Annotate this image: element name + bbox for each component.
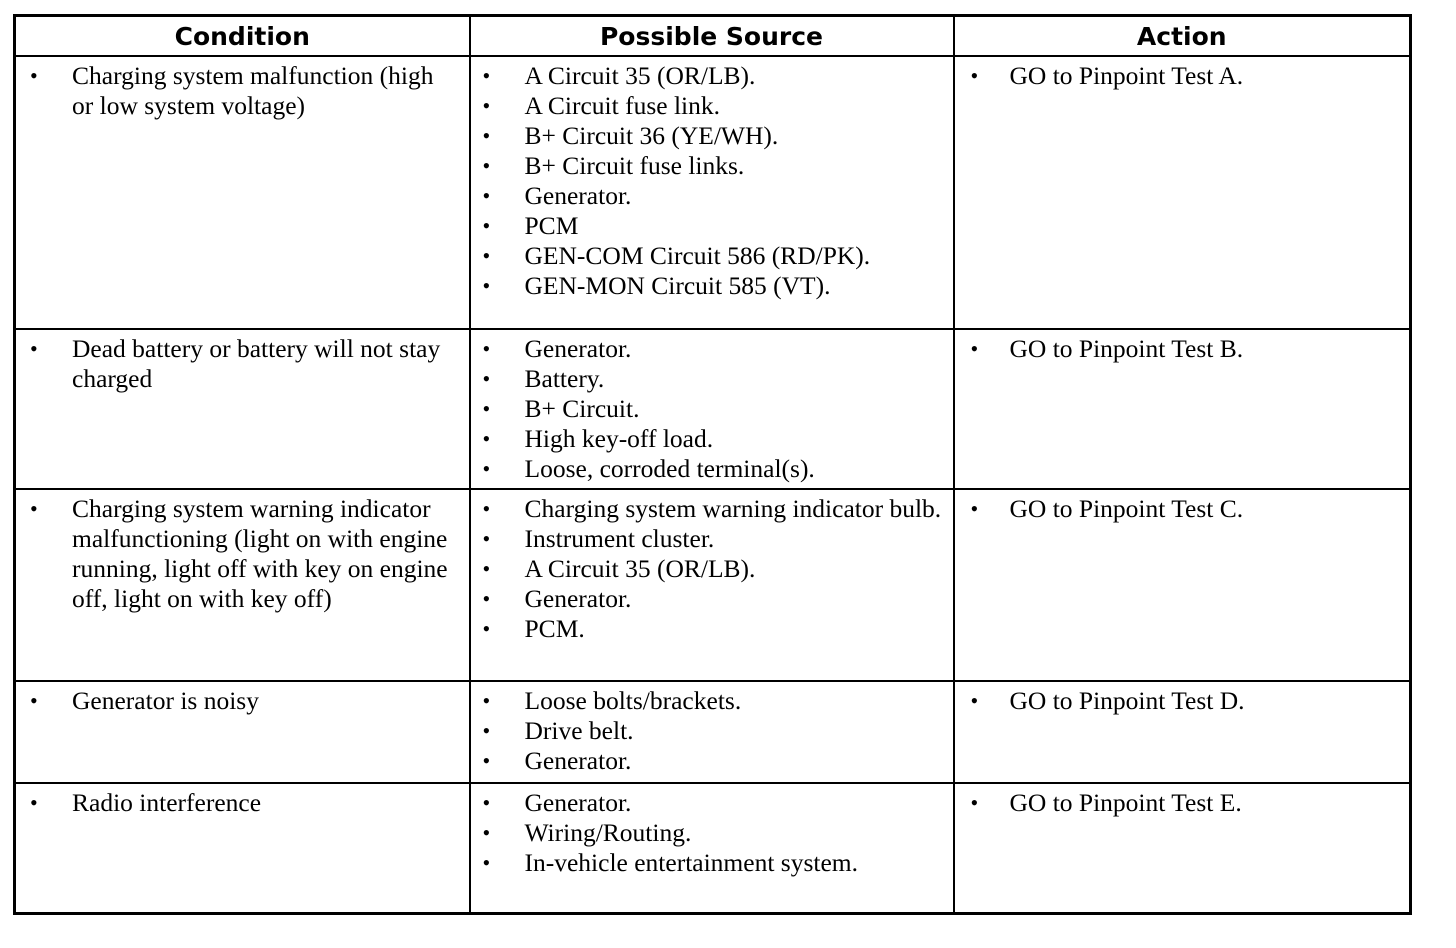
source-item — [471, 241, 953, 271]
source-cell — [470, 329, 954, 489]
source-text: Loose, corroded terminal(s). — [524, 454, 815, 483]
source-text: GEN-COM Circuit 586 (RD/PK). — [524, 241, 871, 270]
action-text: GO to Pinpoint Test C. — [1009, 494, 1244, 523]
table-row — [15, 783, 1411, 914]
action-item — [955, 788, 1410, 818]
bullet-icon: • — [482, 243, 491, 268]
source-text: Generator. — [524, 181, 632, 210]
source-text: Loose bolts/brackets. — [524, 686, 742, 715]
action-item — [955, 61, 1410, 91]
source-text: B+ Circuit fuse links. — [524, 151, 745, 180]
source-item — [471, 848, 953, 878]
action-cell — [954, 329, 1411, 489]
action-text: GO to Pinpoint Test B. — [1009, 334, 1244, 363]
source-text: Generator. — [524, 788, 632, 817]
source-item — [471, 788, 953, 818]
bullet-icon: • — [482, 213, 491, 238]
bullet-icon: • — [970, 63, 979, 88]
table-row — [15, 681, 1411, 783]
source-text: PCM. — [524, 614, 585, 643]
bullet-icon: • — [482, 426, 491, 451]
source-item — [471, 494, 953, 524]
bullet-icon: • — [482, 336, 491, 361]
header-possible-source: Possible Source — [470, 16, 954, 57]
source-item — [471, 61, 953, 91]
bullet-icon: • — [482, 183, 491, 208]
action-cell — [954, 681, 1411, 783]
bullet-icon: • — [970, 496, 979, 521]
bullet-icon: • — [482, 366, 491, 391]
source-text: Wiring/Routing. — [524, 818, 692, 847]
bullet-icon: • — [30, 496, 38, 521]
source-cell — [470, 489, 954, 681]
source-text: B+ Circuit 36 (YE/WH). — [524, 121, 779, 150]
table-row — [15, 489, 1411, 681]
bullet-icon: • — [970, 790, 979, 815]
table-row — [15, 56, 1411, 329]
source-text: Battery. — [524, 364, 605, 393]
bullet-icon: • — [482, 456, 491, 481]
source-text: High key-off load. — [524, 424, 714, 453]
condition-cell — [15, 681, 470, 783]
source-item — [471, 716, 953, 746]
source-item — [471, 211, 953, 241]
condition-item — [16, 334, 469, 394]
source-text: Generator. — [524, 584, 632, 613]
condition-text: Generator is noisy — [72, 686, 259, 715]
source-cell — [470, 56, 954, 329]
bullet-icon: • — [482, 748, 491, 773]
condition-item — [16, 788, 469, 818]
condition-item — [16, 61, 469, 121]
source-item — [471, 454, 953, 484]
source-text: GEN-MON Circuit 585 (VT). — [524, 271, 831, 300]
bullet-icon: • — [482, 616, 491, 641]
bullet-icon: • — [482, 63, 491, 88]
condition-text: Dead battery or battery will not stay charged — [72, 334, 441, 393]
source-text: In-vehicle entertainment system. — [524, 848, 859, 877]
source-text: Instrument cluster. — [524, 524, 715, 553]
header-action: Action — [954, 16, 1411, 57]
action-item — [955, 686, 1410, 716]
bullet-icon: • — [482, 556, 491, 581]
bullet-icon: • — [482, 273, 491, 298]
condition-text: Charging system malfunction (high or low system voltage) — [72, 61, 434, 120]
bullet-icon: • — [482, 123, 491, 148]
action-text: GO to Pinpoint Test E. — [1009, 788, 1242, 817]
condition-cell — [15, 489, 470, 681]
action-cell — [954, 56, 1411, 329]
source-text: Drive belt. — [524, 716, 634, 745]
condition-item — [16, 686, 469, 716]
header-condition: Condition — [15, 16, 470, 57]
table-row — [15, 329, 1411, 489]
source-text: Charging system warning indicator bulb. — [524, 494, 942, 523]
source-text: B+ Circuit. — [524, 394, 640, 423]
bullet-icon: • — [970, 336, 979, 361]
bullet-icon: • — [482, 790, 491, 815]
diagnostic-table — [13, 14, 1412, 915]
source-item — [471, 151, 953, 181]
source-item — [471, 271, 953, 301]
action-item — [955, 494, 1410, 524]
bullet-icon: • — [482, 688, 491, 713]
source-item — [471, 818, 953, 848]
source-item — [471, 554, 953, 584]
header-row — [15, 16, 1411, 57]
source-text: A Circuit 35 (OR/LB). — [524, 554, 756, 583]
action-cell — [954, 489, 1411, 681]
bullet-icon: • — [482, 396, 491, 421]
condition-cell — [15, 329, 470, 489]
condition-text: Radio interference — [72, 788, 262, 817]
source-item — [471, 334, 953, 364]
bullet-icon: • — [30, 336, 38, 361]
bullet-icon: • — [30, 790, 38, 815]
source-item — [471, 364, 953, 394]
source-item — [471, 686, 953, 716]
bullet-icon: • — [482, 93, 491, 118]
bullet-icon: • — [482, 850, 491, 875]
bullet-icon: • — [30, 688, 38, 713]
action-item — [955, 334, 1410, 364]
action-text: GO to Pinpoint Test D. — [1009, 686, 1245, 715]
source-item — [471, 524, 953, 554]
source-text: Generator. — [524, 746, 632, 775]
source-item — [471, 746, 953, 776]
condition-cell — [15, 56, 470, 329]
bullet-icon: • — [482, 526, 491, 551]
source-text: A Circuit fuse link. — [524, 91, 720, 120]
source-cell — [470, 783, 954, 914]
bullet-icon: • — [482, 820, 491, 845]
source-item — [471, 181, 953, 211]
condition-text: Charging system warning indicator malfunctioning (light on with engine running, light off with key on engine off, light on with key off) — [72, 494, 448, 613]
source-item — [471, 121, 953, 151]
action-cell — [954, 783, 1411, 914]
source-text: PCM — [524, 211, 579, 240]
bullet-icon: • — [482, 153, 491, 178]
bullet-icon: • — [30, 63, 38, 88]
source-text: Generator. — [524, 334, 632, 363]
bullet-icon: • — [482, 718, 491, 743]
source-item — [471, 584, 953, 614]
source-text: A Circuit 35 (OR/LB). — [524, 61, 756, 90]
source-item — [471, 424, 953, 454]
bullet-icon: • — [482, 496, 491, 521]
source-cell — [470, 681, 954, 783]
source-item — [471, 91, 953, 121]
bullet-icon: • — [970, 688, 979, 713]
bullet-icon: • — [482, 586, 491, 611]
action-text: GO to Pinpoint Test A. — [1009, 61, 1244, 90]
source-item — [471, 614, 953, 644]
condition-item — [16, 494, 469, 614]
source-item — [471, 394, 953, 424]
condition-cell — [15, 783, 470, 914]
